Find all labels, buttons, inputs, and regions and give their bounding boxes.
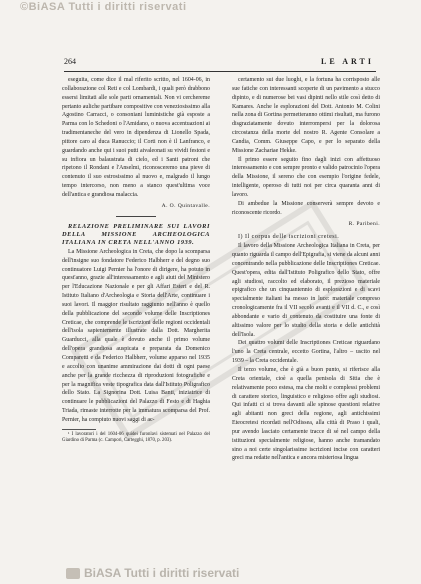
watermark-bottom [66, 566, 239, 580]
page-number: 264 [64, 57, 76, 66]
section-paragraph: La Missione Archeologica in Creta, che dopo la scomparsa dell'insigne suo fondatore Federico Halbherr e del degno suo continuatore Luigi Pernier ha l'onore di dirigere, ha potuto in quest'anno, grazie all'interessamento e agli aiuti del Ministero per l'Educazione Nazionale e per gli Affari Esteri e del R. Istituto Italiano d'Archeologia e Storia dell'Arte, continuare i suoi lavori. Il maggior risultato raggiunto nell'anno è quello della pubblicazione del secondo volume delle Inscriptiones Creticae, che comprende le iscrizioni delle regioni occidentali dell'isola sapientemente illustrate dalla Dott. Margherita Guarducci, alla quale è dovuto anche il primo volume dell'opera grandiosa auspicata e preparata da Domenico Comparetti e da Federico Halbherr, volume apparso nel 1935 e accolto con unanime ammirazione dai dotti di ogni paese anche per la grande ricchezza di riproduzioni fotografiche e per la magnifica veste tipografica data dall'Istituto Poligrafico dello Stato. La Signorina Dott. Luisa Banti, iniziatrice di continuare le pubblicazioni del Palazzo di Festo e di Haghia Triada, rimaste interrotte per la immatura scomparsa del Prof. Pernier, ha compiuto nuovi saggi di ac- [62, 248, 210, 423]
footnote-rule [62, 429, 96, 430]
paragraph-4: Il lavoro della Missione Archeologica Italiana in Creta, per quanto riguarda il campo dell'Epigrafia, si viene da alcuni anni concentrando nella pubblicazione delle Inscriptiones Creticae. Quest'opera, edita dall'Istituto Poligrafico dello Stato, offre agli studiosi, raccolto ed elaborato, il prezioso materiale epigrafico che un cinquantennio di esplorazioni e di scavi specialmente italiani ha messo in luce: materiale compreso cronologicamente fra il VII secolo avanti e il VII d. C., e così abbondante e vario di contenuto da costituire una fonte di altissimo valore per lo studio della storia e delle antichità dell'Isola. [232, 243, 380, 338]
page-header [64, 57, 378, 69]
signature-paribeni: R. Paribeni. [348, 220, 380, 227]
paragraph-5: Dei quattro volumi delle Inscriptiones Creticae riguardano l'uno la Creta centrale, eccetto Gortina, l'altro – uscito nel 1939 – la Creta occidentale. [232, 340, 380, 365]
header-rule [64, 71, 376, 72]
section-title: RELAZIONE PRELIMINARE SUI LAVORI DELLA MISSIONE ARCHEOLOGICA ITALIANA IN CRETA NELL'ANNO 1939. [62, 222, 210, 247]
paragraph-6: Il terzo volume, che è già a buon punto, si riferisce alla Creta orientale, cioè a quella penisola di Sitia che è relativamente poco estesa, ma che molti e complessi problemi di carattere storico, linguistico e religioso offre agli studiosi. Qui infatti ci si trova davanti alle spinose questioni relative agli abitanti non greci della regione, agli antichissimi Eteocretesi ricordati nell'Odissea, alla città di Praso i quali, pur avendo lasciato certamente tracce di sé nel campo della istituzioni specialmente religiose, hanno anche tramandato sino a noi certe singolarissime iscrizioni incise con caratteri greci ma redatte nell'antica e ancora misteriosa lingua [232, 367, 380, 462]
footnote: ¹ I lavoratori i del 1604-06 quidei furonlavi sistemati nel Palazzo del Giardino di Parma (c. Campori, Cartegghi, 1870, p. 203). [62, 431, 210, 443]
camera-icon [66, 568, 80, 579]
left-column [62, 76, 210, 444]
paragraph-3: Di ambedue la Missione conserverà sempre devoto e riconoscente ricordo. [232, 200, 380, 216]
watermark-top: ©BiASA Tutti i diritti riservati [20, 1, 187, 13]
journal-title: LE ARTI [321, 57, 374, 66]
right-column [232, 76, 380, 463]
signature-quintavalle: A. O. Quintavalle. [161, 202, 210, 209]
intro-paragraph: eseguita, come dice il mal riferito scritto, nel 1604-06, in collaborazione col Reti e col Lombardi, i quali però drabbono essersi limitati alle sole parti ornamentali. Non vi cerchereme pertanto auliche partibare compositive con veneziosissimo alla Agostino Carracci, o consoniani luministiche già esposte a Parma con lo Schedoni o l'Amidano, o nuova accentuazioni ai tradimentaneche del vero in dipendenza di Lionello Spada, pittore caro al duca Ranuccio; il Corti non è il Lanfranco, e guardando anche qui i suoi putti aivaleonati su vividi festoni e su infiora un balaustrata di cielo, ed i Santi patroni che ripetono il Rondani e l'Anselmi, riconosceremo una pieve di contenuto il suo estrosissimo al nuovo e, malgrado il lungo tempo intercorso, non meno a stanco quest'ultima voce dell'antica e grandiosa malaccia. [62, 77, 210, 198]
sub-section-title: I) Il corpus delle iscrizioni cretesi. [238, 234, 340, 241]
paragraph-1: certamento sui due luoghi, e la fortuna ha corrisposto alle sue fatiche con interessanti scoperte di un pavimento a stucco dipinto, e di numerose bei vasi dipinti nello stile così detto di Kamares. Anche le esplorazioni del Dott. Antonio M. Colini nella zona di Gortina permetteranno ottimi risultati, ma furono disgraziatamente dovuto interrompersi per la dolorosa circostanza della morte del nostro R. Agente Consolare a Candia, Comm. Giuseppe Capo, e per lo separato della Missione Zachariae Hekke. [232, 77, 380, 154]
paragraph-2: Il primo essere seguito fino dagli inizi con affettuoso interessamento e con sempre pronto e valido patrocinio l'opera della Missione, il sereno che con esempio l'origine fedele, intelligente, operoso di tutti noi per circa quaranta anni di lavoro. [232, 156, 380, 198]
watermark-bottom-text: BiASA Tutti i diritti riservati [84, 566, 240, 580]
section-divider [116, 216, 156, 217]
